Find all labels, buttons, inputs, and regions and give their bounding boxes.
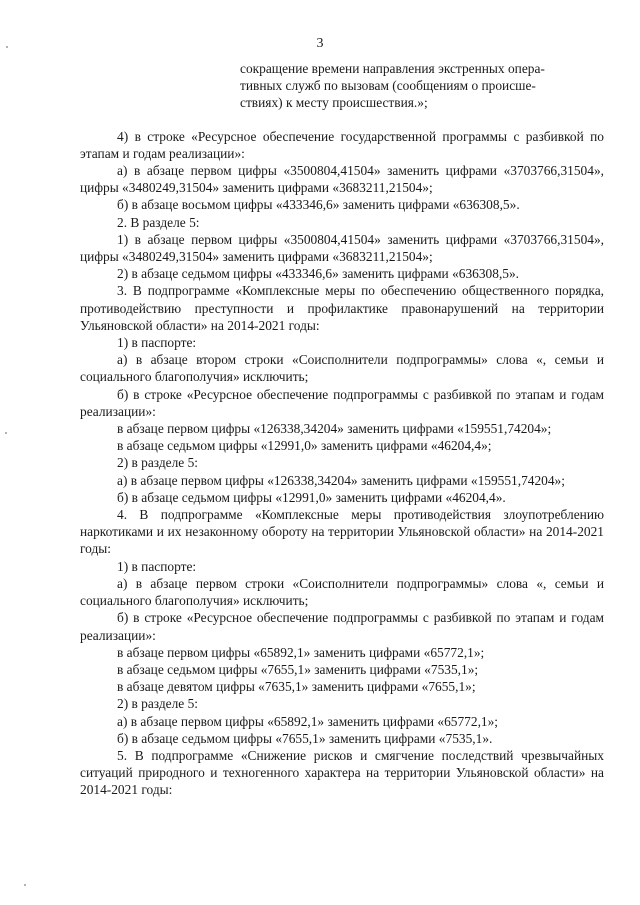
- paragraph: б) в строке «Ресурсное обеспечение подпрограммы с разбивкой по этапам и годам реализации»:: [80, 610, 604, 643]
- page-number: 3: [316, 36, 324, 51]
- paragraph: 1) в паспорте:: [117, 335, 197, 351]
- paragraph: а) в абзаце первом цифры «126338,34204» заменить цифрами «159551,74204»;: [117, 472, 565, 488]
- document-body: [80, 60, 604, 799]
- paragraph: 5. В подпрограмме «Снижение рисков и смягчение последствий чрезвычайных ситуаций природного и техногенного характера на территории Ульяновской области» на 2014-2021 годы:: [80, 747, 604, 798]
- scan-speck: [5, 432, 7, 434]
- scan-speck: [6, 46, 8, 48]
- paragraph: в абзаце седьмом цифры «7655,1» заменить цифрами «7535,1»;: [117, 661, 479, 677]
- intro-line: тивных служб по вызовам (сообщениям о происше-: [240, 78, 536, 94]
- paragraph: а) в абзаце первом цифры «65892,1» заменить цифрами «65772,1»;: [117, 713, 499, 729]
- intro-line: ствиях) к месту происшествия.»;: [240, 95, 428, 111]
- intro-line: сокращение времени направления экстренных опера-: [240, 61, 545, 76]
- paragraph: 1) в абзаце первом цифры «3500804,41504» заменить цифрами «3703766,31504», цифры «3480249,31504» заменить цифрами «3683211,21504»;: [80, 231, 604, 265]
- paragraph: 2) в абзаце седьмом цифры «433346,6» заменить цифрами «636308,5».: [117, 266, 520, 282]
- paragraph: а) в абзаце втором строки «Соисполнители подпрограммы» слова «, семьи и социального благополучия» исключить;: [80, 352, 604, 385]
- paragraph: в абзаце седьмом цифры «12991,0» заменить цифрами «46204,4»;: [117, 438, 492, 454]
- paragraph: а) в абзаце первом цифры «3500804,41504» заменить цифрами «3703766,31504», цифры «3480249,31504» заменить цифрами «3683211,21504»;: [80, 163, 604, 196]
- paragraph: 2. В разделе 5:: [117, 214, 200, 230]
- intro-quote: [240, 60, 604, 112]
- paragraph: в абзаце девятом цифры «7635,1» заменить цифрами «7655,1»;: [117, 679, 476, 695]
- scan-speck: [24, 884, 26, 886]
- paragraph: б) в абзаце седьмом цифры «12991,0» заменить цифрами «46204,4».: [117, 489, 506, 505]
- paragraph: 1) в паспорте:: [117, 558, 197, 574]
- paragraph: 3. В подпрограмме «Комплексные меры по обеспечению общественного порядка, противодействию преступности и профилактике правонарушений на территории Ульяновской области» на 2014-2021 годы:: [80, 283, 604, 333]
- paragraph: б) в строке «Ресурсное обеспечение подпрограммы с разбивкой по этапам и годам реализации»:: [80, 386, 604, 419]
- paragraph: в абзаце первом цифры «126338,34204» заменить цифрами «159551,74204»;: [117, 421, 552, 437]
- paragraph: 4. В подпрограмме «Комплексные меры противодействия злоупотреблению наркотиками и их незаконному обороту на территории Ульяновской области» на 2014-2021 годы:: [80, 507, 604, 557]
- paragraph-list: [80, 128, 604, 799]
- paragraph: 2) в разделе 5:: [117, 696, 199, 712]
- paragraph: а) в абзаце первом строки «Соисполнители подпрограммы» слова «, семьи и социального благополучия» исключить;: [80, 575, 604, 609]
- paragraph: б) в абзаце седьмом цифры «7655,1» заменить цифрами «7535,1».: [117, 730, 493, 746]
- paragraph: 2) в разделе 5:: [117, 455, 199, 471]
- paragraph: б) в абзаце восьмом цифры «433346,6» заменить цифрами «636308,5».: [117, 197, 520, 213]
- paragraph: 4) в строке «Ресурсное обеспечение государственной программы с разбивкой по этапам и годам реализации»:: [80, 128, 604, 161]
- paragraph: в абзаце первом цифры «65892,1» заменить цифрами «65772,1»;: [117, 644, 485, 660]
